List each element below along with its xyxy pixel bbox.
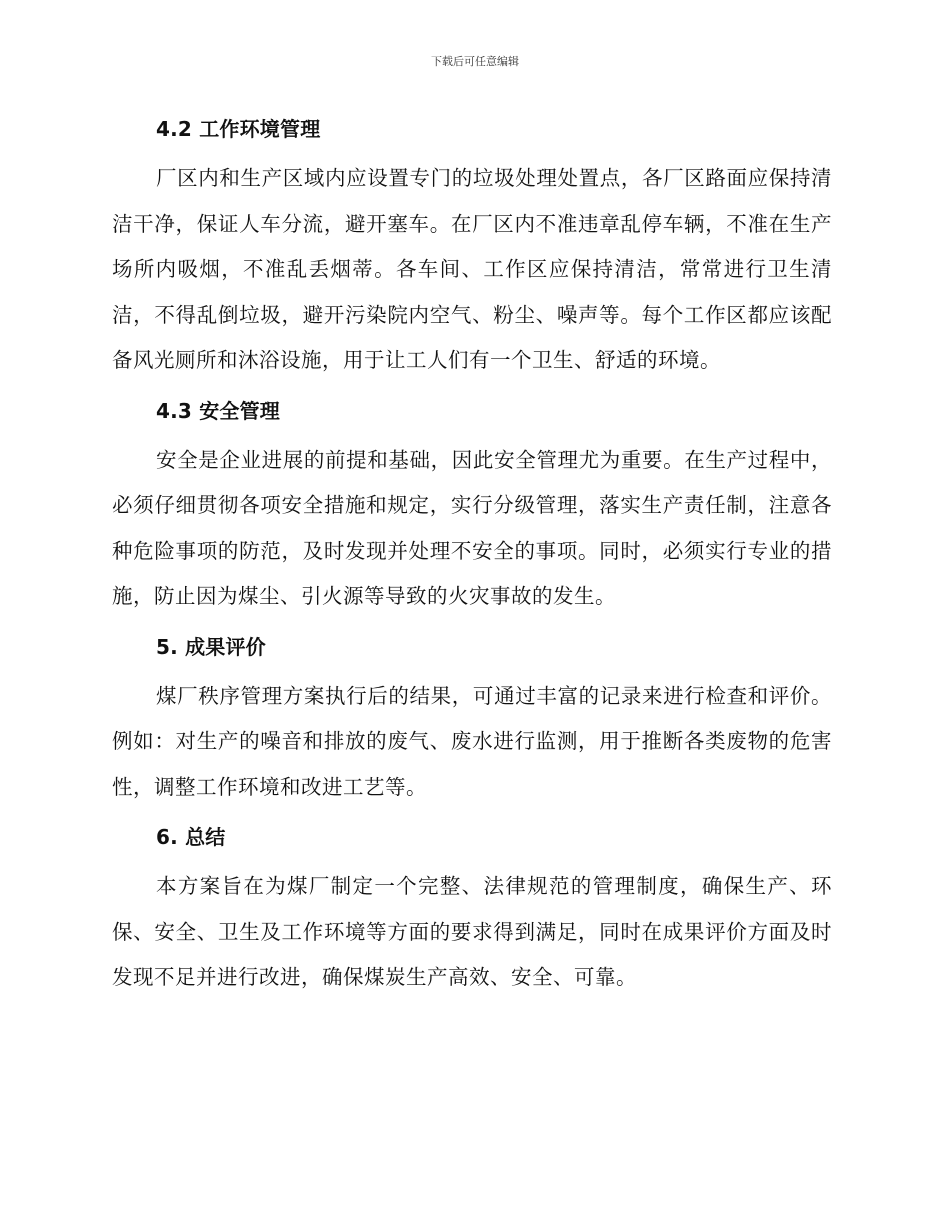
section-heading-summary: 6. 总结: [156, 825, 226, 849]
section-paragraph-results-evaluation: 煤厂秩序管理方案执行后的结果，可通过丰富的记录来进行检查和评价。例如：对生产的噪音和排放的废气、废水进行监测，用于推断各类废物的危害性，调整工作环境和改进工艺等。: [112, 683, 832, 799]
section-heading-results-evaluation: 5. 成果评价: [156, 634, 266, 659]
section-paragraph-summary: 本方案旨在为煤厂制定一个完整、法律规范的管理制度，确保生产、环保、安全、卫生及工作环境等方面的要求得到满足，同时在成果评价方面及时发现不足并进行改进，确保煤炭生产高效、安全、可靠。: [112, 874, 832, 989]
document-body: [112, 112, 832, 1001]
section-paragraph-work-environment: 厂区内和生产区域内应设置专门的垃圾处理处置点，各厂区路面应保持清洁干净，保证人车分流，避开塞车。在厂区内不准违章乱停车辆，不准在生产场所内吸烟，不准乱丢烟蒂。各车间、工作区应保持清洁，常常进行卫生清洁，不得乱倒垃圾，避开污染院内空气、粉尘、噪声等。每个工作区都应该配备风光厕所和沐浴设施，用于让工人们有一个卫生、舒适的环境。: [112, 166, 832, 372]
page-header: 下载后可任意编辑: [431, 55, 519, 68]
section-heading-work-environment: 4.2 工作环境管理: [156, 117, 321, 141]
section-heading-safety-management: 4.3 安全管理: [156, 398, 280, 423]
section-paragraph-safety-management: 安全是企业进展的前提和基础，因此安全管理尤为重要。在生产过程中，必须仔细贯彻各项安全措施和规定，实行分级管理，落实生产责任制，注意各种危险事项的防范，及时发现并处理不安全的事项。同时，必须实行专业的措施，防止因为煤尘、引火源等导致的火灾事故的发生。: [112, 447, 832, 608]
